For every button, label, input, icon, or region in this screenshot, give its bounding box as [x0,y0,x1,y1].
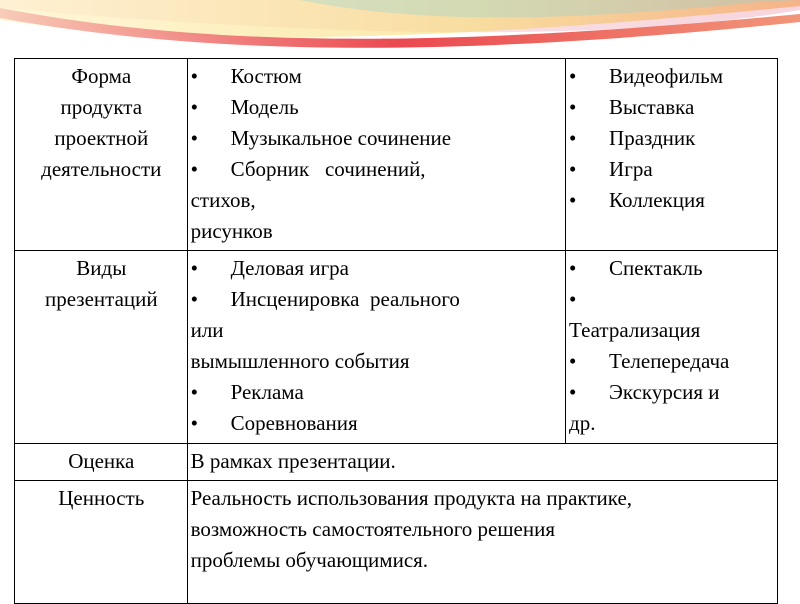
bullet-icon: • [190,256,198,280]
bullet-icon: • [190,126,198,150]
bullet-icon: • [569,188,577,212]
list-item-continuation: Театрализация [569,318,701,342]
list-item: • Видеофильм [569,61,775,92]
bullet-icon: • [190,287,198,311]
table-row [15,59,778,251]
bullet-icon: • [190,64,198,88]
bullet-icon: • [569,256,577,280]
bullet-icon: • [569,64,577,88]
list-item: • Сборник сочинений, [191,154,563,185]
list-item: • Инсценировка реального [191,284,563,315]
list-item: • Коллекция [569,185,775,216]
project-product-table [14,58,778,604]
presentation-types-cell-2 [566,251,778,444]
list-item: • Праздник [569,123,775,154]
list-item: • Соревнования [191,408,563,439]
list-item-continuation: др. [569,411,596,435]
value-line: Реальность использования продукта на практике, [190,486,633,510]
bullet-icon: • [569,380,577,404]
bullet-icon: • [569,349,577,373]
list-item: • Телепередача [569,346,775,377]
assessment-cell: В рамках презентации. [187,444,777,481]
row-header-cell [15,59,188,251]
value-cell [187,481,777,604]
bullet-icon: • [190,411,198,435]
bullet-icon: • [190,157,198,181]
bullet-icon: • [569,126,577,150]
list-item: • Спектакль [569,253,775,284]
list-item: • Выставка [569,92,775,123]
bullet-icon: • [190,380,198,404]
list-item: • Игра [569,154,775,185]
list-item-continuation: рисунков [190,219,273,243]
presentation-types-cell [187,251,565,444]
list-item: • Деловая игра [191,253,563,284]
row-header-line: проектной [54,126,149,150]
row-header-line: продукта [60,95,143,119]
list-item-continuation: вымышленного события [190,349,410,373]
decorative-swoosh-header [0,0,800,60]
list-item: • Модель [191,92,563,123]
table-row [15,444,778,481]
bullet-icon: • [569,287,577,311]
list-item-continuation: стихов, [190,188,256,212]
value-line: проблемы обучающимися. [190,548,429,572]
value-line: возможность самостоятельного решения [190,517,555,541]
row-header-line: деятельности [41,157,162,181]
row-header-cell: Оценка [15,444,188,481]
product-forms-cell-2 [566,59,778,251]
bullet-icon: • [569,95,577,119]
table-row [15,481,778,604]
row-header-cell: Ценность [15,481,188,604]
row-header-line: Форма [71,64,132,88]
table-row [15,251,778,444]
list-item-continuation: или [190,318,224,342]
list-item: • Реклама [191,377,563,408]
list-item: • Экскурсия и [569,377,775,408]
row-header-line: презентаций [44,287,158,311]
list-item: • Музыкальное сочинение [191,123,563,154]
list-item [569,284,775,315]
bullet-icon: • [569,157,577,181]
row-header-line: Виды [76,256,127,280]
list-item: • Костюм [191,61,563,92]
bullet-icon: • [190,95,198,119]
product-forms-cell [187,59,565,251]
row-header-cell [15,251,188,444]
